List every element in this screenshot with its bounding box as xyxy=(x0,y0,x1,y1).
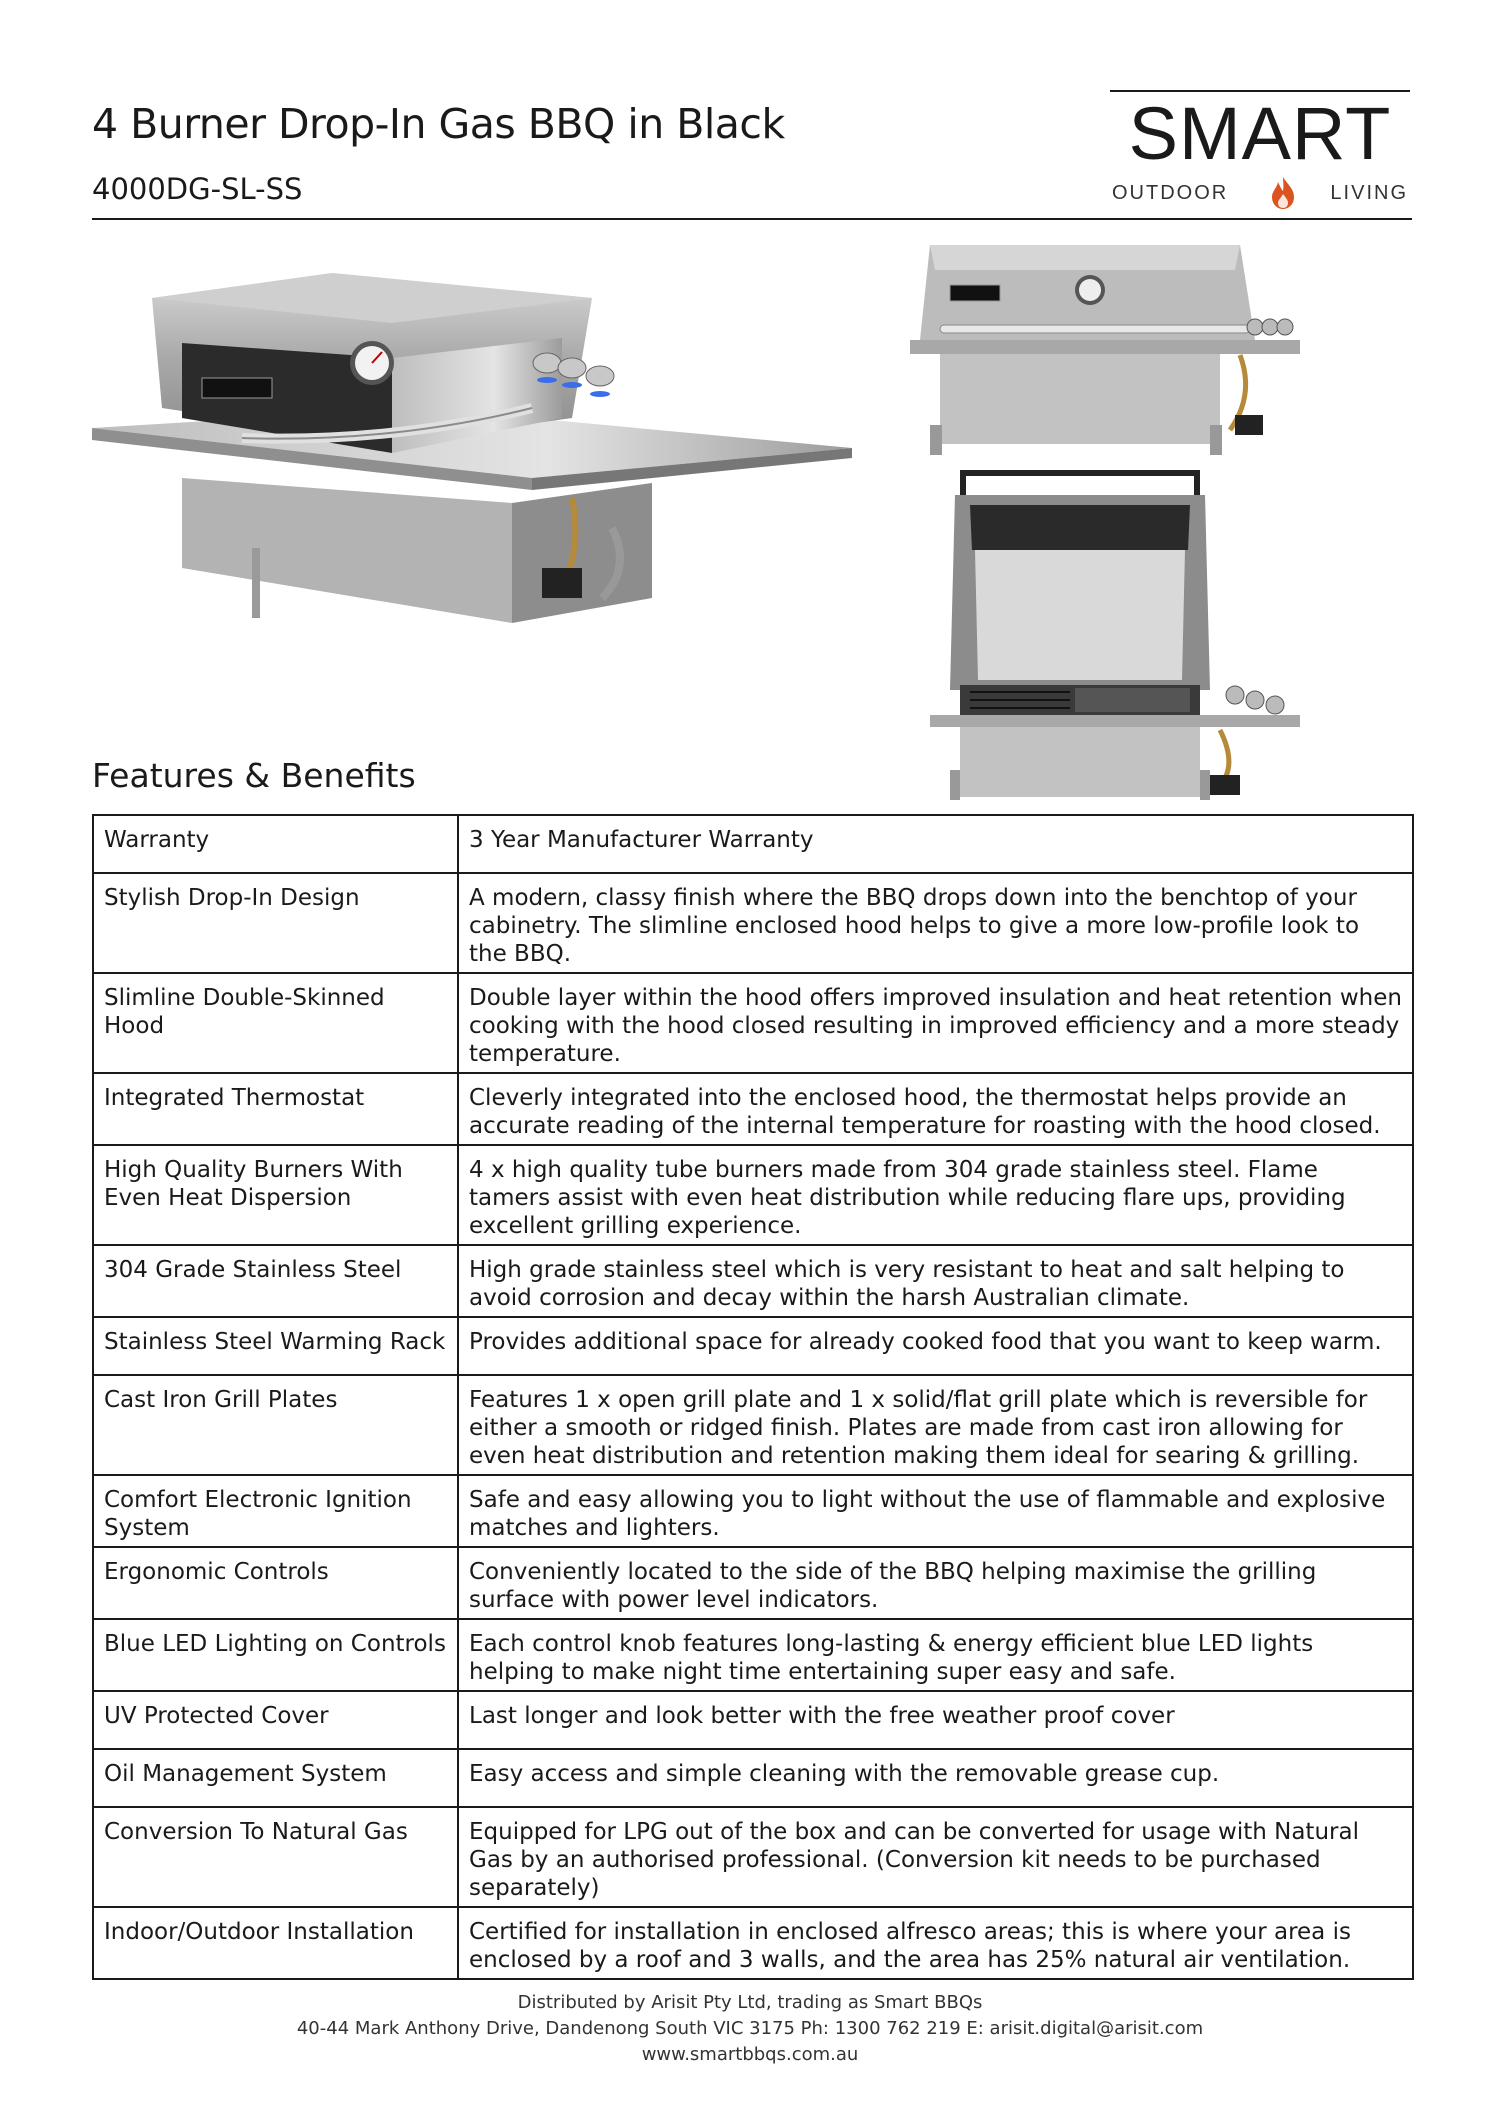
logo-wordmark: SMART xyxy=(1128,92,1392,175)
features-table xyxy=(92,814,1414,1980)
flame-icon xyxy=(1268,176,1298,210)
table-row xyxy=(93,1475,1413,1547)
feature-description: Conveniently located to the side of the BBQ helping maximise the grilling surface with power level indicators. xyxy=(458,1547,1413,1619)
page-title: 4 Burner Drop-In Gas BBQ in Black xyxy=(92,100,785,148)
feature-description: Safe and easy allowing you to light without the use of flammable and explosive matches and lighters. xyxy=(458,1475,1413,1547)
table-row xyxy=(93,1619,1413,1691)
feature-name: Blue LED Lighting on Controls xyxy=(93,1619,458,1691)
table-row xyxy=(93,1749,1413,1807)
table-row xyxy=(93,1691,1413,1749)
feature-description: Equipped for LPG out of the box and can be converted for usage with Natural Gas by an authorised professional. (Conversion kit needs to be purchased separately) xyxy=(458,1807,1413,1907)
logo-tagline-left: OUTDOOR xyxy=(1112,182,1229,204)
bbq-main-image xyxy=(92,268,862,648)
feature-name: Conversion To Natural Gas xyxy=(93,1807,458,1907)
footer-website: www.smartbbqs.com.au xyxy=(641,2044,859,2065)
feature-name: Cast Iron Grill Plates xyxy=(93,1375,458,1475)
feature-description: Certified for installation in enclosed alfresco areas; this is where your area is enclosed by a roof and 3 walls, and the area has 25% natural air ventilation. xyxy=(458,1907,1413,1979)
feature-name: Ergonomic Controls xyxy=(93,1547,458,1619)
feature-name: UV Protected Cover xyxy=(93,1691,458,1749)
feature-name: Warranty xyxy=(93,815,458,873)
feature-description: Cleverly integrated into the enclosed hood, the thermostat helps provide an accurate reading of the internal temperature for roasting with the hood closed. xyxy=(458,1073,1413,1145)
feature-description: 3 Year Manufacturer Warranty xyxy=(458,815,1413,873)
table-row xyxy=(93,1375,1413,1475)
feature-description: Provides additional space for already cooked food that you want to keep warm. xyxy=(458,1317,1413,1375)
feature-name: Slimline Double-Skinned Hood xyxy=(93,973,458,1073)
feature-name: Comfort Electronic Ignition System xyxy=(93,1475,458,1547)
footer-address: 40-44 Mark Anthony Drive, Dandenong South VIC 3175 Ph: 1300 762 219 E: arisit.digital@arisit.com xyxy=(296,2018,1204,2039)
feature-name: Stainless Steel Warming Rack xyxy=(93,1317,458,1375)
feature-name: 304 Grade Stainless Steel xyxy=(93,1245,458,1317)
logo-tagline-right: LIVING xyxy=(1330,182,1408,204)
feature-name: Indoor/Outdoor Installation xyxy=(93,1907,458,1979)
table-row xyxy=(93,1547,1413,1619)
table-row xyxy=(93,1145,1413,1245)
table-row xyxy=(93,815,1413,873)
table-row xyxy=(93,973,1413,1073)
feature-name: Integrated Thermostat xyxy=(93,1073,458,1145)
table-row xyxy=(93,1807,1413,1907)
feature-description: Each control knob features long-lasting & energy efficient blue LED lights helping to make night time entertaining super easy and safe. xyxy=(458,1619,1413,1691)
logo-tagline xyxy=(1110,182,1410,210)
bbq-front-image xyxy=(910,245,1300,455)
feature-description: Last longer and look better with the free weather proof cover xyxy=(458,1691,1413,1749)
table-row xyxy=(93,873,1413,973)
table-row xyxy=(93,1245,1413,1317)
table-row xyxy=(93,1907,1413,1979)
brand-logo xyxy=(1110,90,1410,212)
feature-description: High grade stainless steel which is very resistant to heat and salt helping to avoid corrosion and decay within the harsh Australian climate. xyxy=(458,1245,1413,1317)
feature-description: Double layer within the hood offers improved insulation and heat retention when cooking with the hood closed resulting in improved efficiency and a more steady temperature. xyxy=(458,973,1413,1073)
footer xyxy=(0,1990,1500,2068)
feature-description: Easy access and simple cleaning with the removable grease cup. xyxy=(458,1749,1413,1807)
header-divider xyxy=(92,218,1412,220)
section-title: Features & Benefits xyxy=(92,756,416,795)
feature-description: Features 1 x open grill plate and 1 x solid/flat grill plate which is reversible for either a smooth or ridged finish. Plates are made from cast iron allowing for even heat distribution and retention making them ideal for searing & grilling. xyxy=(458,1375,1413,1475)
feature-name: High Quality Burners With Even Heat Dispersion xyxy=(93,1145,458,1245)
feature-name: Oil Management System xyxy=(93,1749,458,1807)
feature-description: 4 x high quality tube burners made from 304 grade stainless steel. Flame tamers assist with even heat distribution while reducing flare ups, providing excellent grilling experience. xyxy=(458,1145,1413,1245)
feature-description: A modern, classy finish where the BBQ drops down into the benchtop of your cabinetry. The slimline enclosed hood helps to give a more low-profile look to the BBQ. xyxy=(458,873,1413,973)
model-number: 4000DG-SL-SS xyxy=(92,172,303,206)
bbq-open-image xyxy=(920,470,1300,800)
feature-name: Stylish Drop-In Design xyxy=(93,873,458,973)
table-row xyxy=(93,1073,1413,1145)
table-row xyxy=(93,1317,1413,1375)
footer-distributor: Distributed by Arisit Pty Ltd, trading as Smart BBQs xyxy=(517,1992,983,2013)
